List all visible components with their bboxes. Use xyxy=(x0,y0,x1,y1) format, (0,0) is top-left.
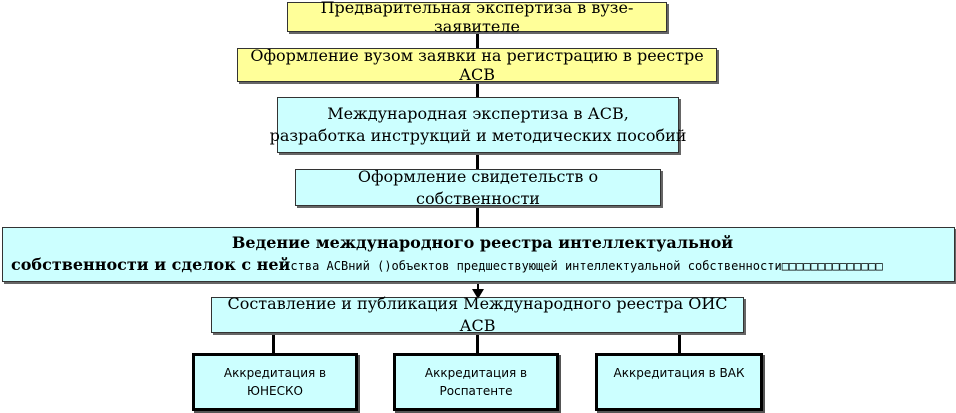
registry-line1: Ведение международного реестра интеллектуальной xyxy=(231,233,734,252)
accreditation-rospatent-line1: Аккредитация в xyxy=(424,366,528,380)
application-box xyxy=(237,48,717,82)
prelim-expertise-box xyxy=(287,0,667,36)
intl-expertise-line2: разработка инструкций и методических пособий xyxy=(269,126,687,145)
connector-2 xyxy=(476,82,479,98)
registry-line2-start: собственности и сделок с ней xyxy=(11,255,291,274)
publication-box xyxy=(211,294,744,335)
accreditation-vak-box xyxy=(595,353,763,411)
registry-box xyxy=(2,227,955,282)
registry-line2-overflow: ства АСВний ()объектов предшествующей интеллектуальной собственности xyxy=(290,259,782,273)
certificates-label: Оформление свидетельств о собственности xyxy=(357,166,599,208)
registry-line2 xyxy=(11,254,883,277)
registry-line2-glyphs: □□□□□□□□□□□□□□ xyxy=(781,259,883,273)
accreditation-unesco-line2: ЮНЕСКО xyxy=(247,384,303,398)
publication-label: Составление и публикация Международного реестра ОИС АСВ xyxy=(227,294,728,335)
accreditation-rospatent-box xyxy=(393,353,559,411)
prelim-expertise-label: Предварительная экспертиза в вузе-заявителе xyxy=(320,0,634,36)
certificates-box xyxy=(295,166,661,208)
accreditation-unesco-box xyxy=(192,353,358,411)
application-label: Оформление вузом заявки на регистрацию в реестре АСВ xyxy=(250,46,704,84)
intl-expertise-line1: Международная экспертиза в АСВ, xyxy=(327,104,629,123)
intl-expertise-box xyxy=(269,97,687,153)
accreditation-unesco-line1: Аккредитация в xyxy=(223,366,327,380)
accreditation-vak-label: Аккредитация в ВАК xyxy=(613,366,745,380)
accreditation-rospatent-line2: Роспатенте xyxy=(439,384,513,398)
